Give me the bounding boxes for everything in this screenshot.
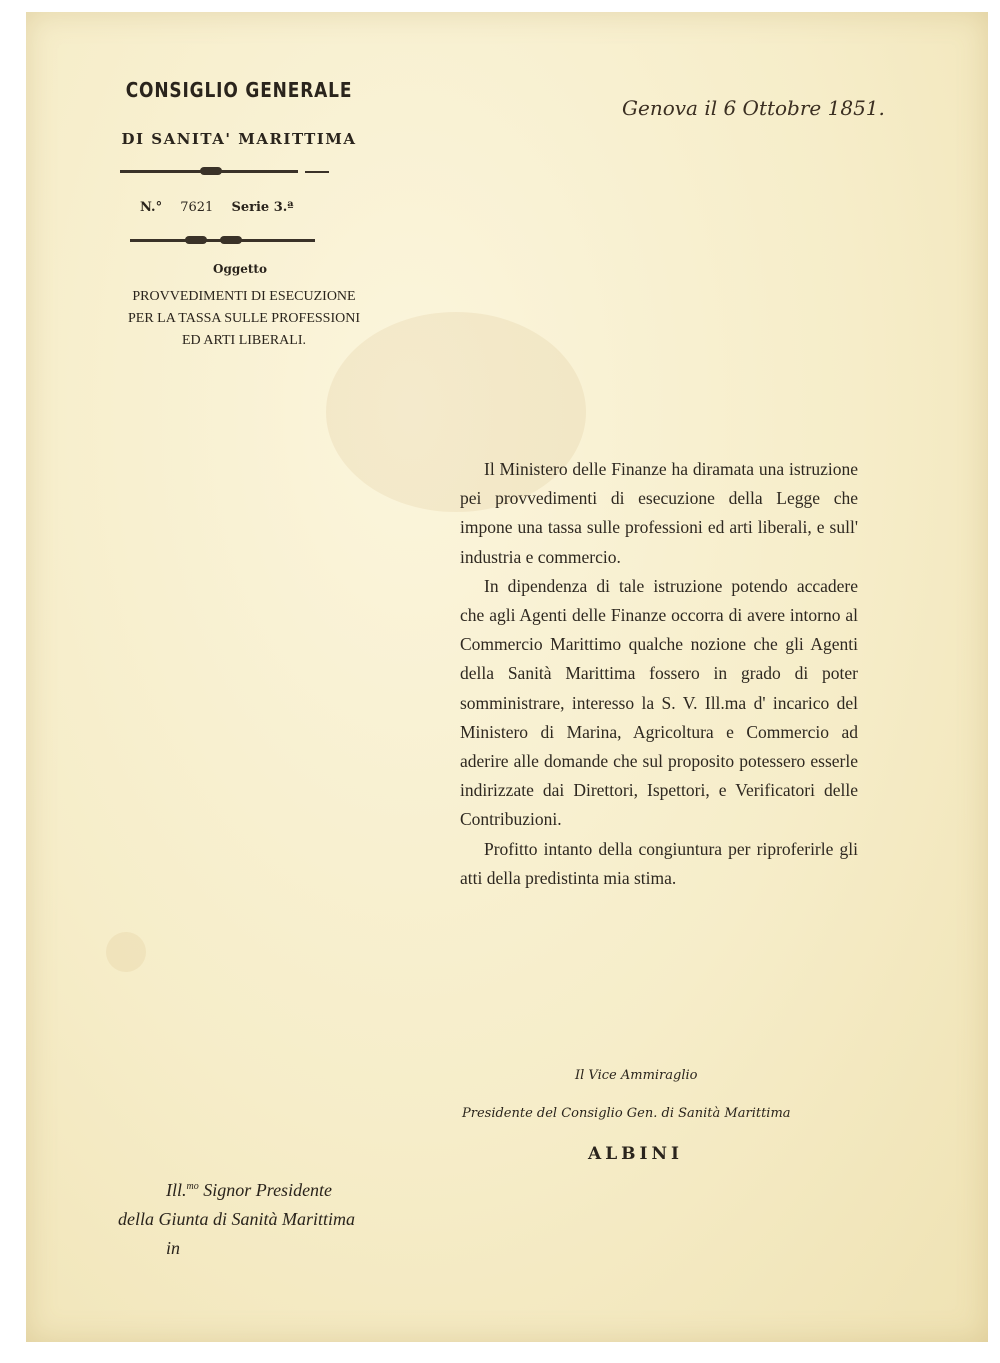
date-line: Genova il 6 Ottobre 1851. — [622, 96, 885, 120]
letterhead-subtitle: DI SANITA' MARITTIMA — [121, 130, 357, 148]
ornament-divider — [120, 170, 298, 173]
series-label: Serie 3.ª — [231, 200, 294, 215]
body-paragraph: Profitto intanto della congiuntura per riproferirle gli atti della predistinta mia stima. — [460, 838, 858, 888]
subject-text: PROVVEDIMENTI DI ESECUZIONE PER LA TASSA SULLE PROFESSIONI ED ARTI LIBERALI. — [127, 289, 360, 348]
body-paragraph: In dipendenza di tale istruzione potendo accadere che agli Agenti delle Finanze occorra di avere intorno al Commercio Marittimo qualche nozione che gli Agenti della Sanità Marittima fossero in grado di poter somministrare, interesso la S. V. Ill.ma d' incarico del Ministero di Marina, Agricoltura e Commercio ad aderire alle domande che sul proposito potessero esserle indirizzate dai Direttori, Ispettori, e Verificatori delle Contribuzioni. — [460, 575, 858, 830]
letter-body — [460, 455, 858, 893]
protocol-prefix: N.° — [140, 200, 163, 215]
ornament-divider — [305, 171, 329, 173]
signature-name: ALBINI — [588, 1144, 683, 1164]
protocol-value: 7621 — [180, 200, 214, 215]
addressee-title: Signor Presidente — [198, 1180, 333, 1200]
letterhead-title: CONSIGLIO GENERALE — [125, 78, 353, 102]
addressee-line — [166, 1180, 332, 1201]
addressee-prefix: Ill. — [166, 1180, 187, 1200]
protocol-number — [140, 200, 308, 215]
ornament-divider — [130, 239, 315, 242]
paper-stain — [106, 932, 146, 972]
signature-title: Il Vice Ammiraglio — [575, 1068, 698, 1083]
subject-label: Oggetto — [213, 262, 267, 276]
addressee-sup: mo — [186, 1181, 199, 1192]
signature-role: Presidente del Consiglio Gen. di Sanità Marittima — [462, 1106, 791, 1121]
body-paragraph: Il Ministero delle Finanze ha diramata una istruzione pei provvedimenti di esecuzione della Legge che impone una tassa sulle professioni ed arti liberali, e sull' industria e commercio. — [460, 459, 858, 567]
addressee-line: della Giunta di Sanità Marittima — [118, 1209, 355, 1229]
addressee-line: in — [166, 1238, 181, 1258]
